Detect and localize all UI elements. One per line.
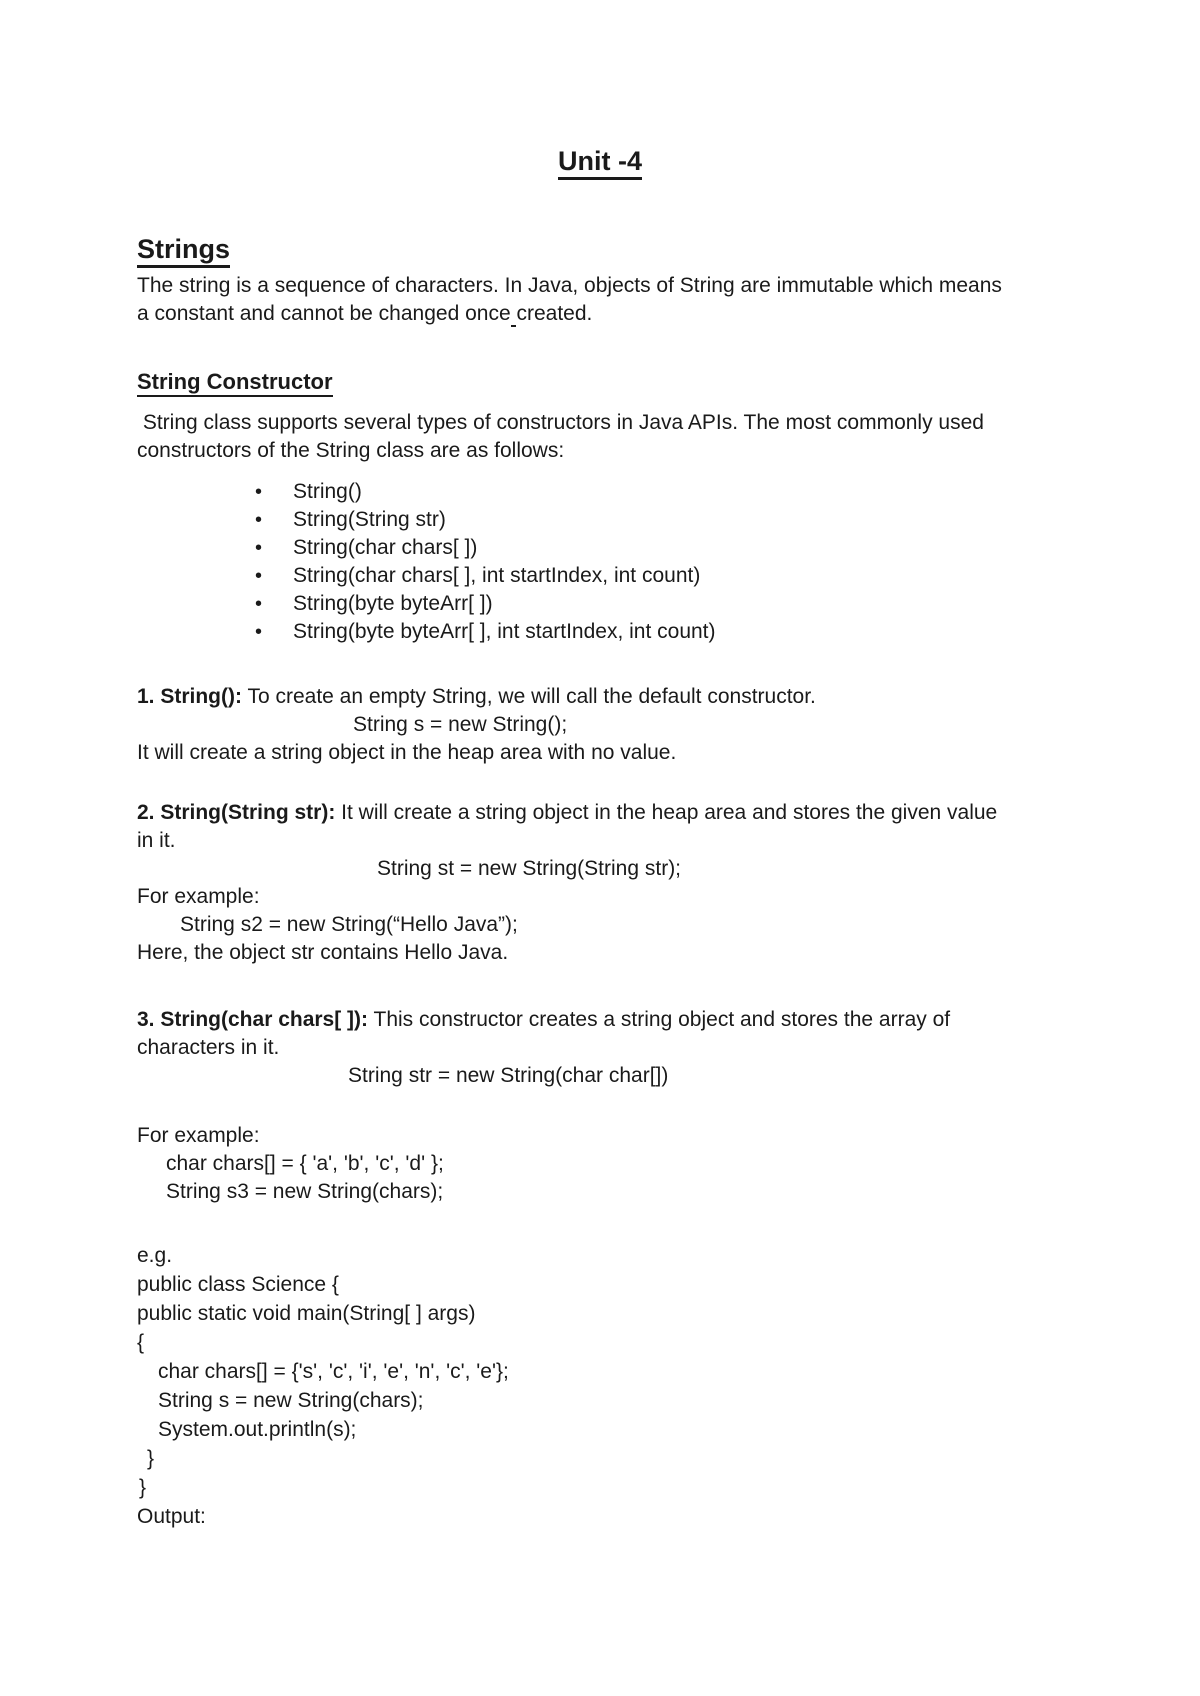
program-line: String s = new String(chars); bbox=[158, 1389, 424, 1412]
constructor-item-2 bbox=[137, 799, 1063, 967]
program-output-label: Output: bbox=[137, 1505, 206, 1528]
program-line: public static void main(String[ ] args) bbox=[137, 1302, 476, 1325]
page-title-text: Unit -4 bbox=[558, 146, 642, 180]
strings-heading-text: Strings bbox=[137, 234, 230, 268]
bullet-item-label: String(char chars[ ], int startIndex, int count) bbox=[293, 564, 701, 587]
bullet-item bbox=[137, 618, 1063, 646]
item3-label: 3. String(char chars[ ]): bbox=[137, 1008, 369, 1031]
program-line: char chars[] = {'s', 'c', 'i', 'e', 'n', 'c', 'e'}; bbox=[158, 1360, 509, 1383]
item2-heading-line bbox=[137, 799, 1063, 827]
page-title bbox=[137, 144, 1063, 178]
strings-paragraph-line2-pre: a constant and cannot be changed once bbox=[137, 302, 511, 325]
strings-paragraph-line2 bbox=[137, 300, 1063, 328]
bullet-item bbox=[137, 562, 1063, 590]
strings-paragraph-line1: The string is a sequence of characters. In Java, objects of String are immutable which means bbox=[137, 274, 1002, 297]
item1-text: To create an empty String, we will call the default constructor. bbox=[242, 685, 816, 708]
bullet-item-label: String() bbox=[293, 480, 362, 503]
bullet-item-label: String(String str) bbox=[293, 508, 446, 531]
strings-paragraph bbox=[137, 272, 1063, 328]
item2-code-line: String st = new String(String str); bbox=[377, 857, 682, 880]
constructor-bullet-list bbox=[137, 478, 1063, 646]
constructor-item-3 bbox=[137, 1006, 1063, 1090]
item2-label: 2. String(String str): bbox=[137, 801, 336, 824]
item2-example-code-line: String s2 = new String(“Hello Java”); bbox=[180, 913, 518, 936]
program-line: } bbox=[147, 1447, 155, 1470]
bullet-icon bbox=[255, 618, 262, 646]
item3-for-example-label: For example: bbox=[137, 1124, 260, 1147]
item1-code-line: String s = new String(); bbox=[353, 713, 568, 736]
program-line: { bbox=[137, 1331, 145, 1354]
item3-text-line1: This constructor creates a string object and stores the array of bbox=[368, 1008, 951, 1031]
bullet-item bbox=[137, 478, 1063, 506]
bullet-item-label: String(byte byteArr[ ]) bbox=[293, 592, 493, 615]
item2-for-example-label: For example: bbox=[137, 885, 260, 908]
strings-paragraph-line2-post: created. bbox=[516, 302, 593, 325]
bullet-item bbox=[137, 590, 1063, 618]
strings-heading bbox=[137, 232, 1063, 266]
constructor-paragraph-line1: String class supports several types of constructors in Java APIs. The most commonly used bbox=[137, 411, 984, 434]
constructor-paragraph-line2: constructors of the String class are as follows: bbox=[137, 439, 565, 462]
item3-heading-line bbox=[137, 1006, 1063, 1034]
bullet-icon bbox=[255, 562, 262, 590]
item1-label: 1. String(): bbox=[137, 685, 242, 708]
program-line: public class Science { bbox=[137, 1273, 339, 1296]
item3-code-line: String str = new String(char char[]) bbox=[348, 1064, 669, 1087]
bullet-icon bbox=[255, 590, 262, 618]
item2-text-line2: in it. bbox=[137, 829, 176, 852]
program-line: System.out.println(s); bbox=[158, 1418, 357, 1441]
bullet-item-label: String(char chars[ ]) bbox=[293, 536, 478, 559]
item1-note-line: It will create a string object in the heap area with no value. bbox=[137, 741, 677, 764]
program-line: } bbox=[139, 1476, 147, 1499]
item3-example-line: char chars[] = { 'a', 'b', 'c', 'd' }; bbox=[166, 1152, 444, 1175]
bullet-item bbox=[137, 506, 1063, 534]
bullet-item-label: String(byte byteArr[ ], int startIndex, int count) bbox=[293, 620, 716, 643]
constructor-paragraph bbox=[137, 409, 1063, 465]
bullet-icon bbox=[255, 534, 262, 562]
constructor-heading bbox=[137, 367, 1063, 397]
program-example-block bbox=[137, 1241, 1063, 1531]
item2-text-line1: It will create a string object in the heap area and stores the given value bbox=[335, 801, 998, 824]
bullet-icon bbox=[255, 478, 262, 506]
item3-text-line2: characters in it. bbox=[137, 1036, 280, 1059]
constructor-heading-text: String Constructor bbox=[137, 369, 333, 397]
constructor-item-1 bbox=[137, 683, 1063, 767]
item3-example-block bbox=[137, 1122, 1063, 1206]
bullet-icon bbox=[255, 506, 262, 534]
item1-heading-line bbox=[137, 683, 1063, 711]
program-eg-label: e.g. bbox=[137, 1244, 173, 1267]
bullet-item bbox=[137, 534, 1063, 562]
item3-example-line: String s3 = new String(chars); bbox=[166, 1180, 444, 1203]
item2-note-line: Here, the object str contains Hello Java. bbox=[137, 941, 509, 964]
